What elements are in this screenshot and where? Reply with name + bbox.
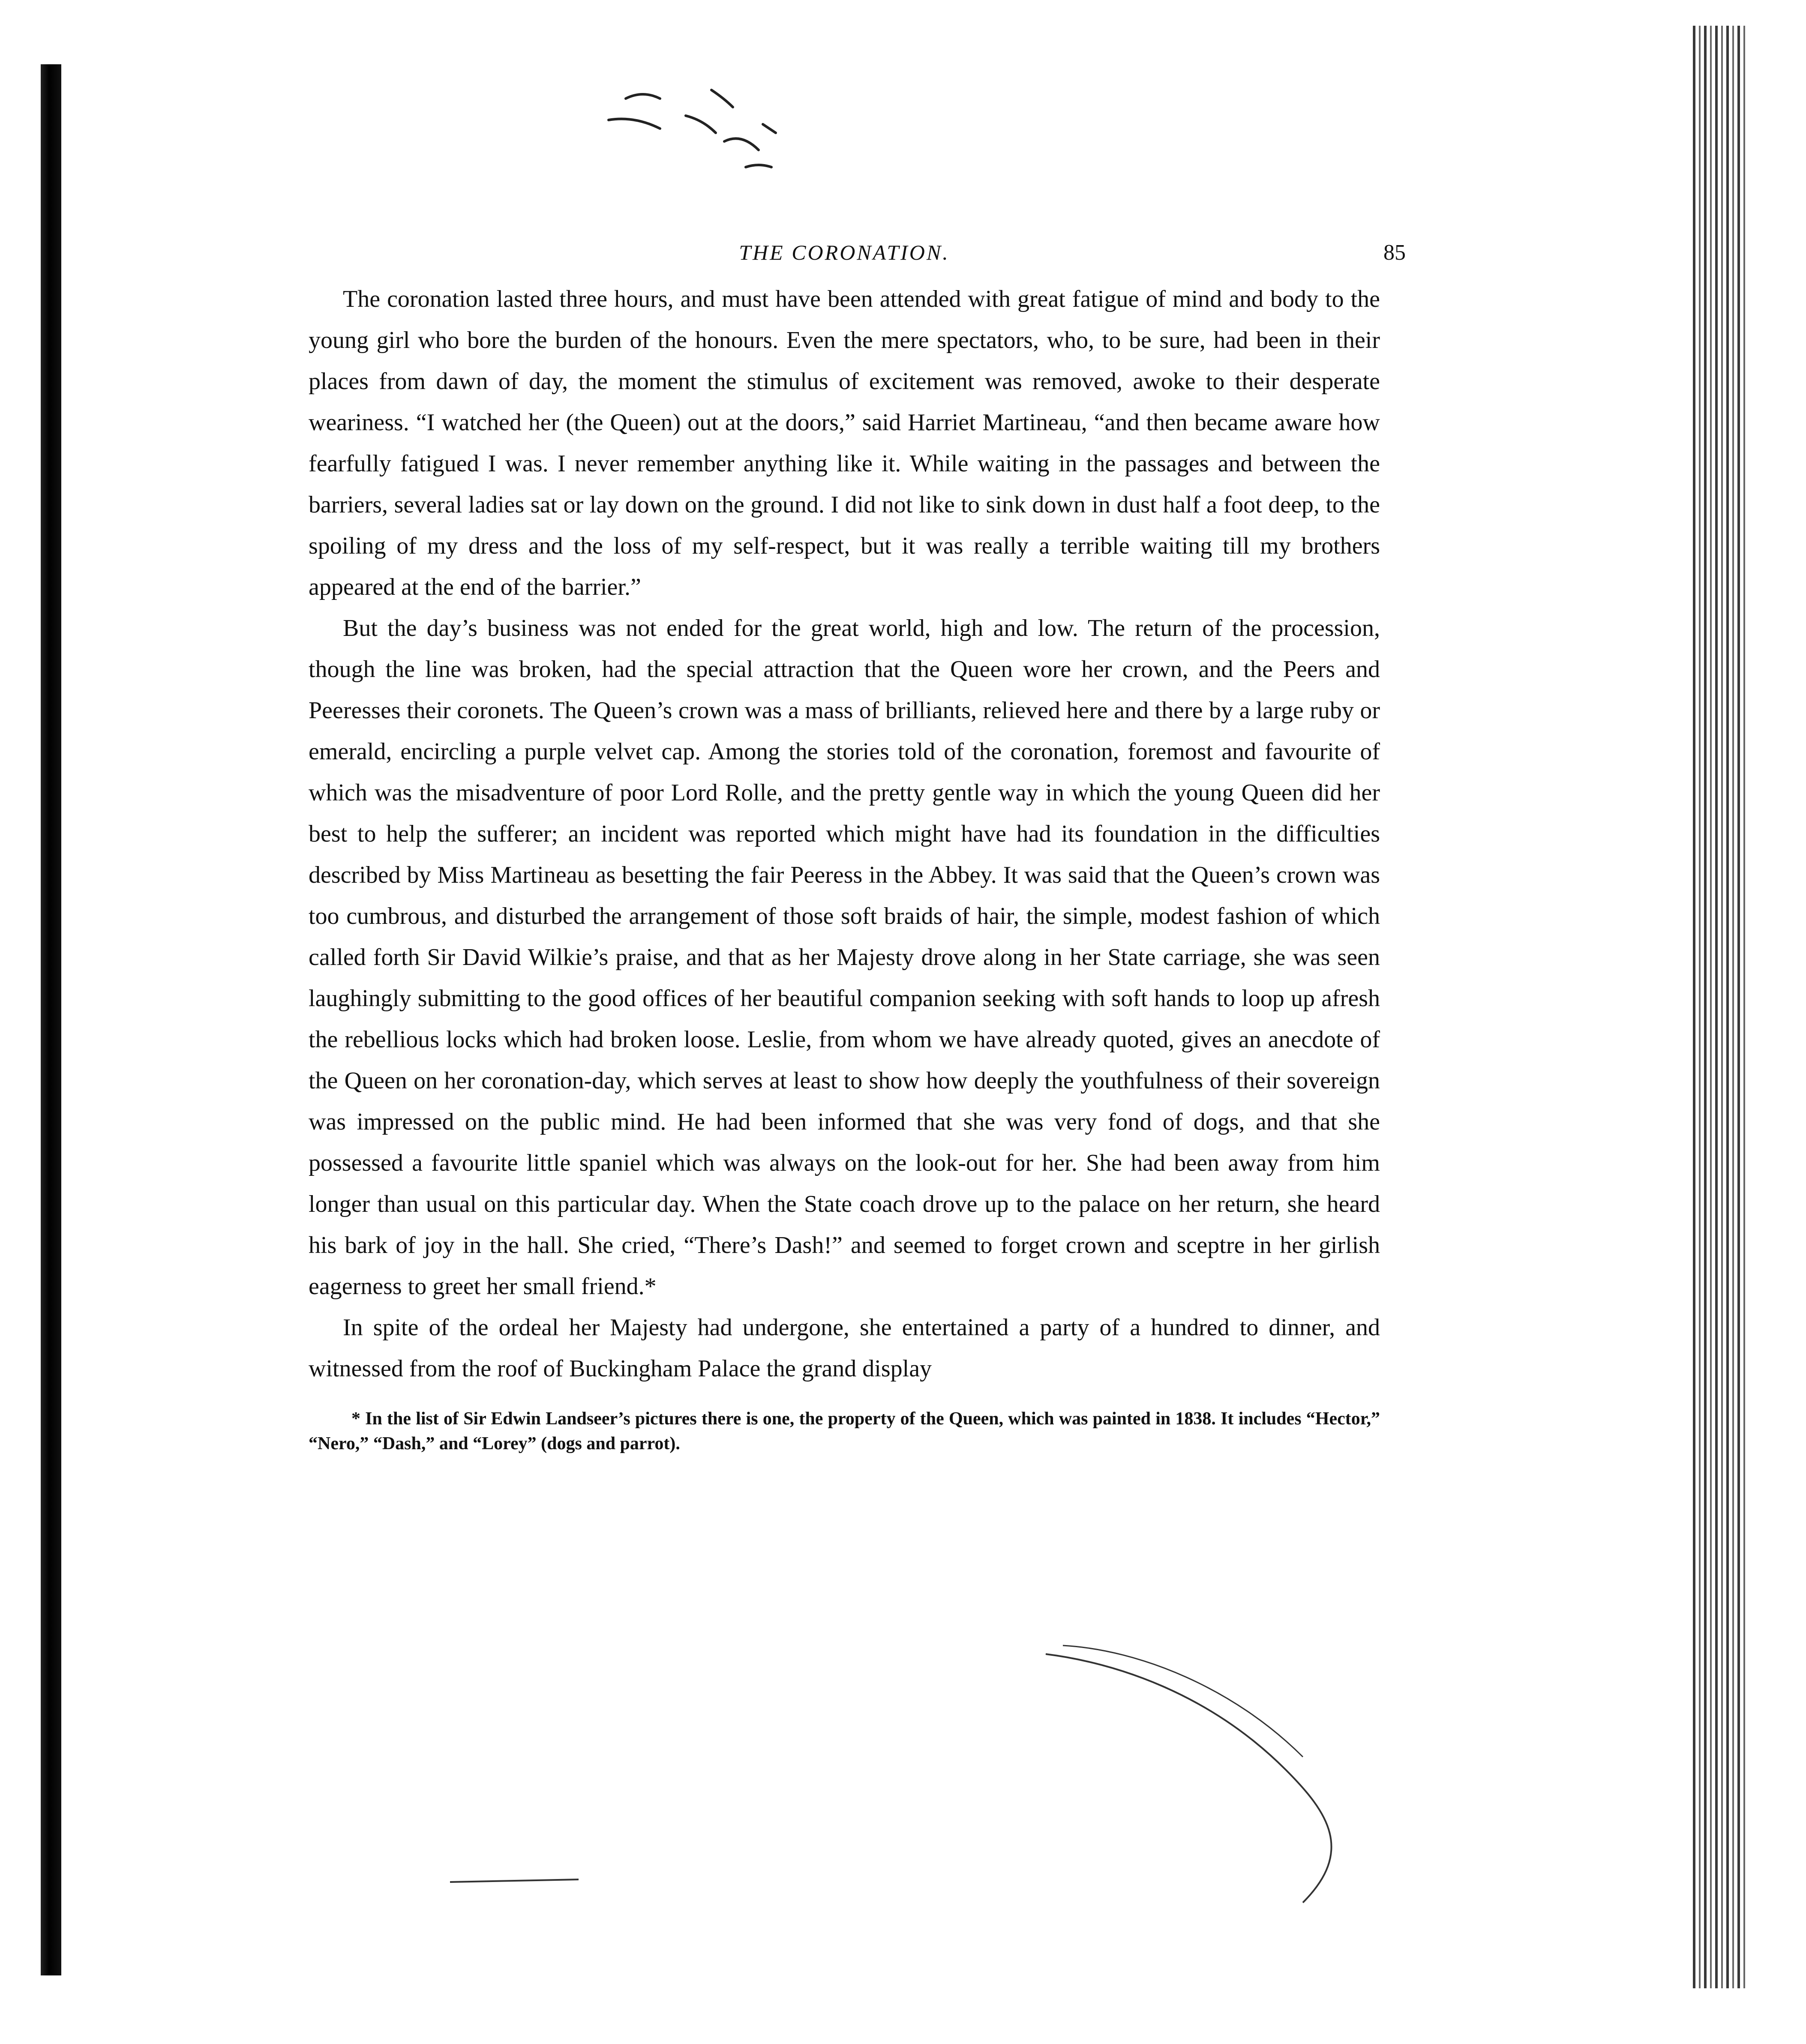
decorative-ornament-icon <box>583 64 883 193</box>
book-page <box>309 240 1406 1474</box>
scan-edge-left <box>41 64 61 1975</box>
footnote: * In the list of Sir Edwin Landseer’s pictures there is one, the property of the Queen, which was painted in 1838. It includes “Hector,” “Nero,” “Dash,” and “Lorey” (dogs and parrot). <box>309 1409 1380 1454</box>
page-number: 85 <box>1383 240 1406 265</box>
scan-edge-right <box>1693 26 1746 1988</box>
paragraph-dinner-party: In spite of the ordeal her Majesty had undergone, she entertained a party of a hundred to dinner, and witnessed from the roof of Buckingham Palace the grand display <box>309 1314 1380 1382</box>
paragraph-coronation-fatigue: The coronation lasted three hours, and must have been attended with great fatigue of mind and body to the young girl who bore the burden of the honours. Even the mere spectators, who, to be sure, had been in their places from dawn of day, the moment the stimulus of excitement was removed, awoke to their desperate weariness. “I watched her (the Queen) out at the doors,” said Harriet Martineau, “and then became aware how fearfully fatigued I was. I never remember anything like it. While waiting in the passages and between the barriers, several ladies sat or lay down on the ground. I did not like to sink down in dust half a foot deep, to the spoiling of my dress and the loss of my self-respect, but it was really a terrible waiting till my brothers appeared at the end of the barrier.” <box>309 286 1380 600</box>
paragraph-procession-return: But the day’s business was not ended for the great world, high and low. The return of the procession, though the line was broken, had the special attraction that the Queen wore her crown, and the Peers and Peeresses their coronets. The Queen’s crown was a mass of brilliants, relieved here and there by a large ruby or emerald, encircling a purple velvet cap. Among the stories told of the coronation, foremost and favourite of which was the misadventure of poor Lord Rolle, and the pretty gentle way in which the young Queen did her best to help the sufferer; an incident was reported which might have had its foundation in the difficulties described by Miss Martineau as besetting the fair Peeress in the Abbey. It was said that the Queen’s crown was too cumbrous, and disturbed the arrangement of those soft braids of hair, the simple, modest fashion of which called forth Sir David Wilkie’s praise, and that as her Majesty drove along in her State carriage, she was seen laughingly submitting to the good offices of her beautiful companion seeking with soft hands to loop up afresh the rebellious locks which had broken loose. Leslie, from whom we have already quoted, gives an anecdote of the Queen on her coronation-day, which serves at least to show how deeply the youthfulness of their sovereign was impressed on the public mind. He had been informed that she was very fond of dogs, and that she possessed a favourite little spaniel which was always on the look-out for her. She had been away from him longer than usual on this particular day. When the State coach drove up to the palace on her return, she heard his bark of joy in the hall. She cried, “There’s Dash!” and seemed to forget crown and sceptre in her girlish eagerness to greet her small friend.* <box>309 615 1380 1300</box>
pencil-line-icon <box>450 1877 579 1885</box>
running-head: THE CORONATION. <box>739 240 950 264</box>
page-header <box>309 240 1406 279</box>
pencil-scribble-icon <box>1029 1628 1414 2014</box>
